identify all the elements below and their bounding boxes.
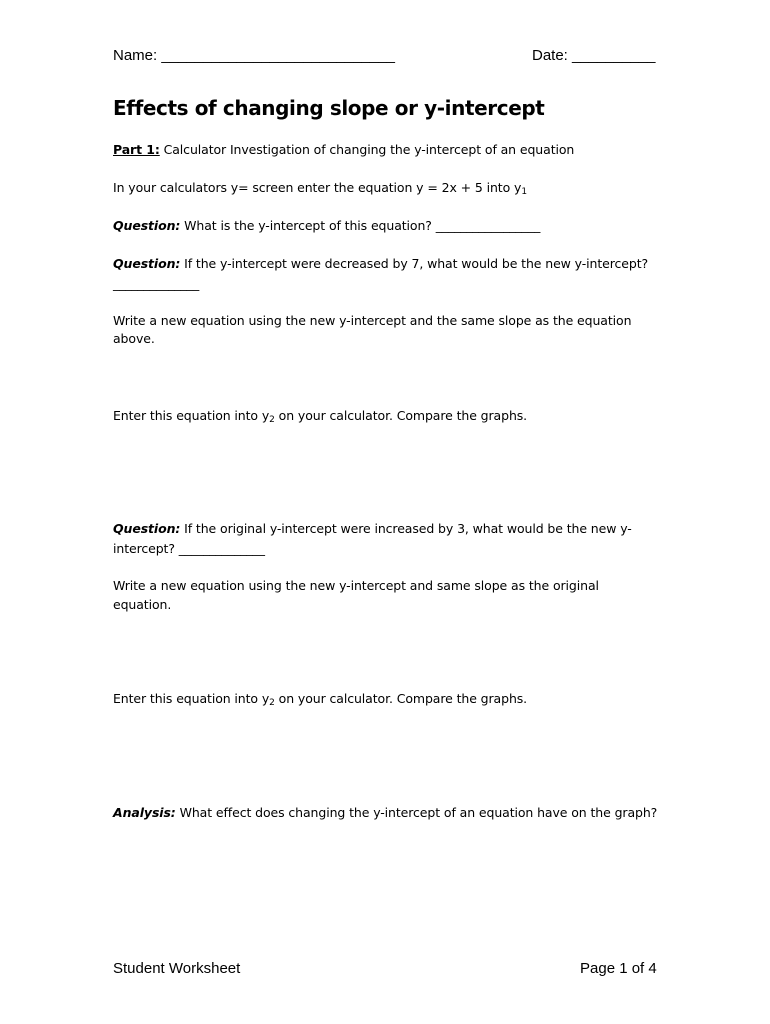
write-equation-2-line-1: Write a new equation using the new y-intercept and same slope as the original (113, 578, 599, 593)
write-equation-1-line-2: above. (113, 331, 155, 346)
page-title: Effects of changing slope or y-intercept (113, 96, 545, 120)
analysis-label: Analysis: (113, 805, 176, 820)
question-2-answer-blank: ______________ (113, 276, 200, 291)
write-equation-2-line-2: equation. (113, 597, 172, 612)
enter-1-subscript: 2 (269, 415, 275, 425)
question-1-text: What is the y-intercept of this equation? _________________ (180, 218, 541, 233)
question-1 (113, 218, 540, 233)
enter-equation-1 (113, 408, 527, 425)
enter-1-text-after: on your calculator. Compare the graphs. (274, 408, 528, 423)
footer-page-number: Page 1 of 4 (580, 960, 657, 977)
question-1-label: Question: (113, 218, 181, 233)
analysis-question (113, 805, 657, 820)
name-field-label: Name: ____________________________ (113, 47, 395, 64)
instruction-subscript: 1 (521, 187, 527, 197)
write-equation-1-line-1: Write a new equation using the new y-intercept and the same slope as the equation (113, 313, 632, 328)
part1-label: Part 1: (113, 142, 160, 157)
footer-left: Student Worksheet (113, 960, 241, 977)
question-3-line-2: intercept? ______________ (113, 541, 265, 556)
enter-2-text-after: on your calculator. Compare the graphs. (274, 691, 528, 706)
enter-2-text-before: Enter this equation into y (113, 691, 270, 706)
instruction-text: In your calculators y= screen enter the equation y = 2x + 5 into y (113, 180, 522, 195)
date-field-label: Date: __________ (532, 47, 656, 64)
part1-text: Calculator Investigation of changing the y-intercept of an equation (159, 142, 575, 157)
enter-equation-2 (113, 691, 527, 708)
question-3 (113, 521, 632, 536)
question-2-label: Question: (113, 256, 181, 271)
question-2-text: If the y-intercept were decreased by 7, what would be the new y-intercept? (180, 256, 649, 271)
question-3-label: Question: (113, 521, 181, 536)
analysis-text: What effect does changing the y-intercept of an equation have on the graph? (175, 805, 658, 820)
question-3-line-1: If the original y-intercept were increased by 3, what would be the new y- (180, 521, 632, 536)
question-2 (113, 256, 648, 271)
part1-line (113, 142, 574, 157)
instruction-enter-equation (113, 180, 527, 197)
enter-2-subscript: 2 (269, 698, 275, 708)
enter-1-text-before: Enter this equation into y (113, 408, 270, 423)
